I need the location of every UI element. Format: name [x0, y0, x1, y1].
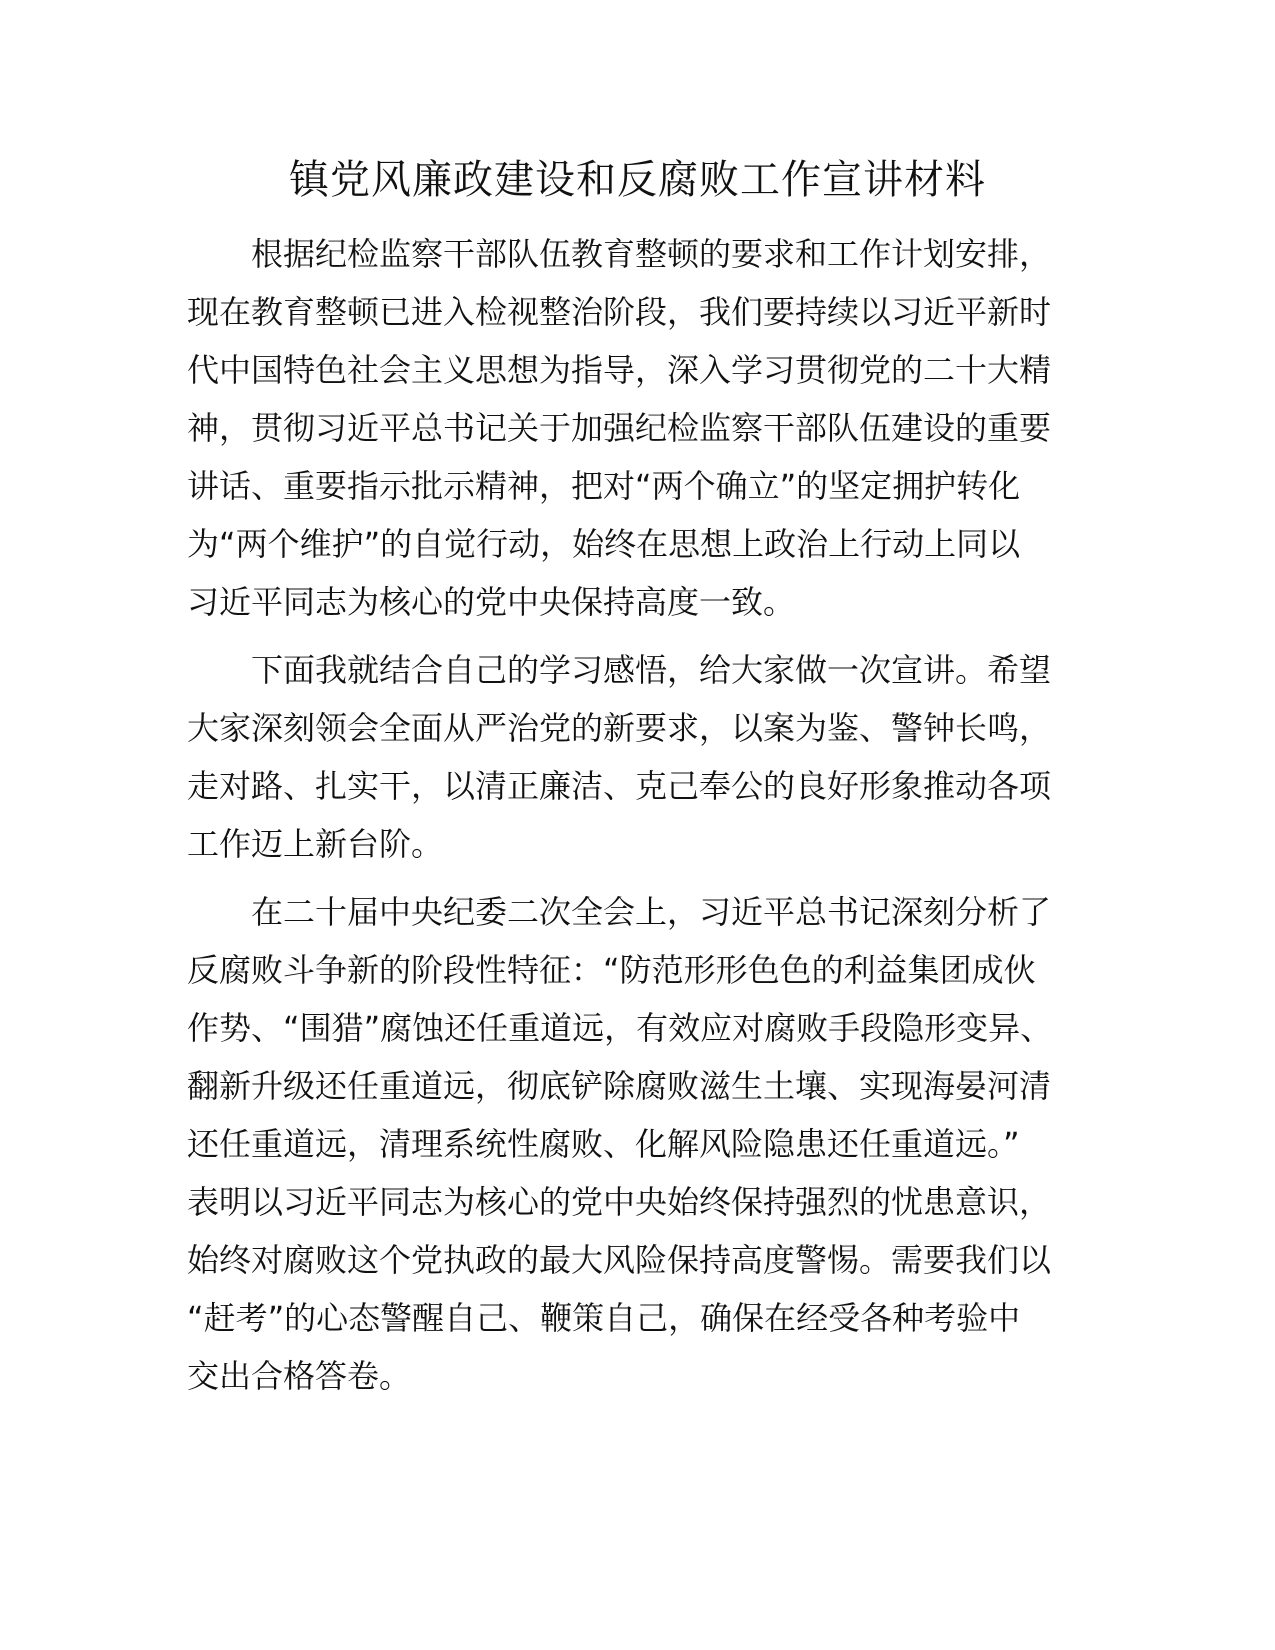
paragraph-line: 工作迈上新台阶。: [187, 825, 444, 863]
document-body: [187, 225, 1097, 1415]
paragraph-line: 作势、“围猎”腐蚀还任重道远，有效应对腐败手段隐形变异、: [187, 1009, 1053, 1047]
paragraph-line: 讲话、重要指示批示精神，把对“两个确立”的坚定拥护转化: [187, 467, 1021, 505]
paragraph-line: 反腐败斗争新的阶段性特征：“防范形形色色的利益集团成伙: [187, 951, 1036, 989]
document-title: 镇党风廉政建设和反腐败工作宣讲材料: [289, 157, 986, 203]
paragraph-line: 还任重道远，清理系统性腐败、化解风险隐患还任重道远。”: [187, 1125, 1020, 1163]
paragraph-line: 交出合格答卷。: [187, 1357, 412, 1395]
paragraph-line: 习近平同志为核心的党中央保持高度一致。: [187, 583, 796, 621]
paragraph-line: “赶考”的心态警醒自己、鞭策自己，确保在经受各种考验中: [187, 1299, 1021, 1337]
paragraph-line: 为“两个维护”的自觉行动，始终在思想上政治上行动上同以: [187, 525, 1021, 563]
paragraph-line: 始终对腐败这个党执政的最大风险保持高度警惕。需要我们以: [187, 1241, 1052, 1279]
paragraph-line: 神，贯彻习近平总书记关于加强纪检监察干部队伍建设的重要: [187, 409, 1052, 447]
paragraph-line: 大家深刻领会全面从严治党的新要求，以案为鉴、警钟长鸣，: [187, 709, 1052, 747]
paragraph-line: 现在教育整顿已进入检视整治阶段，我们要持续以习近平新时: [187, 293, 1052, 331]
paragraph-line: 下面我就结合自己的学习感悟，给大家做一次宣讲。希望: [251, 651, 1052, 689]
paragraph-line: 根据纪检监察干部队伍教育整顿的要求和工作计划安排，: [251, 235, 1052, 273]
paragraph-line: 在二十届中央纪委二次全会上，习近平总书记深刻分析了: [251, 893, 1052, 931]
paragraph-2: [187, 641, 1097, 873]
paragraph-3: [187, 883, 1097, 1405]
paragraph-line: 翻新升级还任重道远，彻底铲除腐败滋生土壤、实现海晏河清: [187, 1067, 1052, 1105]
paragraph-line: 表明以习近平同志为核心的党中央始终保持强烈的忧患意识，: [187, 1183, 1052, 1221]
paragraph-line: 走对路、扎实干，以清正廉洁、克己奉公的良好形象推动各项: [187, 767, 1052, 805]
paragraph-1: [187, 225, 1097, 631]
paragraph-line: 代中国特色社会主义思想为指导，深入学习贯彻党的二十大精: [187, 351, 1052, 389]
